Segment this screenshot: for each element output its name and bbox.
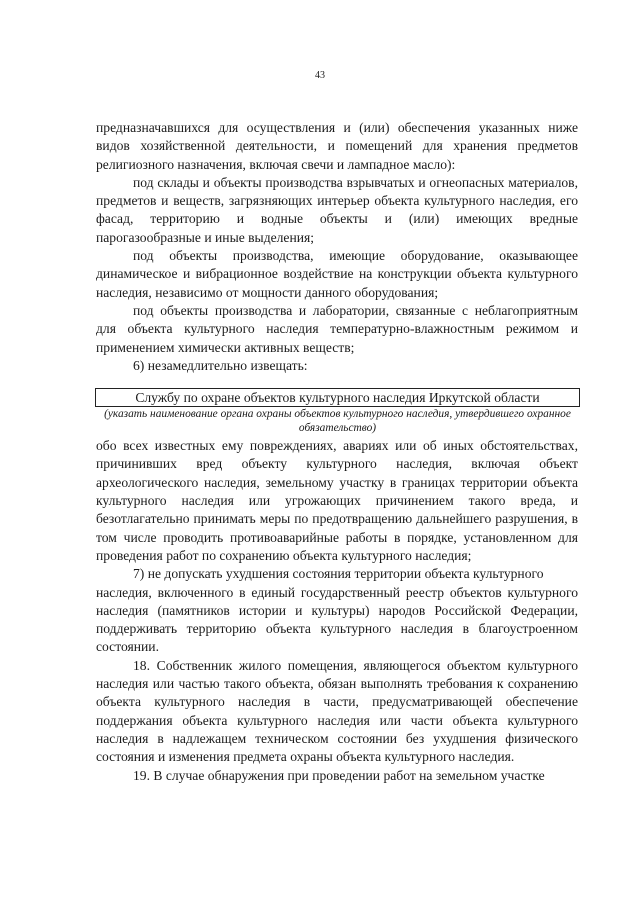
paragraph: 18. Собственник жилого помещения, являющегося объектом культурного наследия или частью такого объекта, обязан выполнять требования к сохранению объекта культурного наследия в части, предусматривающей обеспечение поддержания объекта культурного наследия или части объекта культурного наследия в надлежащем техническом состоянии без ухудшения физического состояния и изменения предмета охраны объекта культурного наследия. xyxy=(96,657,578,765)
document-body xyxy=(96,119,578,785)
authority-note: (указать наименование органа охраны объектов культурного наследия, утвердившего охранное обязательство) xyxy=(104,408,571,435)
paragraph: под объекты производства и лаборатории, связанные с неблагоприятным для объекта культурного наследия температурно-влажностным режимом и применением химически активных веществ; xyxy=(96,302,578,355)
authority-box: Службу по охране объектов культурного наследия Иркутской области xyxy=(95,388,580,407)
paragraph: 7) не допускать ухудшения состояния территории объекта культурного xyxy=(133,566,544,582)
authority-block xyxy=(95,388,580,435)
paragraphs-before xyxy=(96,119,578,375)
paragraph: 6) незамедлительно извещать: xyxy=(133,357,308,373)
paragraph: 19. В случае обнаружения при проведении работ на земельном участке xyxy=(133,767,545,783)
paragraph: под склады и объекты производства взрывчатых и огнеопасных материалов, предметов и веществ, загрязняющих интерьер объекта культурного наследия, его фасад, территорию и водные объекты и (или) имеющих вредные парогазообразные и иные выделения; xyxy=(96,174,578,245)
paragraph: обо всех известных ему повреждениях, авариях или об иных обстоятельствах, причинивших вред объекту культурного наследия, включая объект археологического наследия, земельному участку в границах территории объекта культурного наследия или угрожающих причинением такого вреда, и безотлагательно принимать меры по предотвращению дальнейшего разрушения, в том числе проводить противоаварийные работы в порядке, установленном для проведения работ по сохранению объекта культурного наследия; xyxy=(96,438,578,563)
paragraph: предназначавшихся для осуществления и (или) обеспечения указанных ниже видов хозяйственной деятельности, и помещений для хранения предметов религиозного назначения, включая свечи и лампадное масло): xyxy=(96,120,578,172)
paragraph: наследия, включенного в единый государственный реестр объектов культурного наследия (памятников истории и культуры) народов Российской Федерации, поддерживать территорию объекта культурного наследия в благоустроенном состоянии. xyxy=(96,584,578,655)
paragraph: под объекты производства, имеющие оборудование, оказывающее динамическое и вибрационное воздействие на конструкции объекта культурного наследия, независимо от мощности данного оборудования; xyxy=(96,248,578,300)
paragraphs-after xyxy=(96,437,578,785)
page-number: 43 xyxy=(315,70,325,81)
